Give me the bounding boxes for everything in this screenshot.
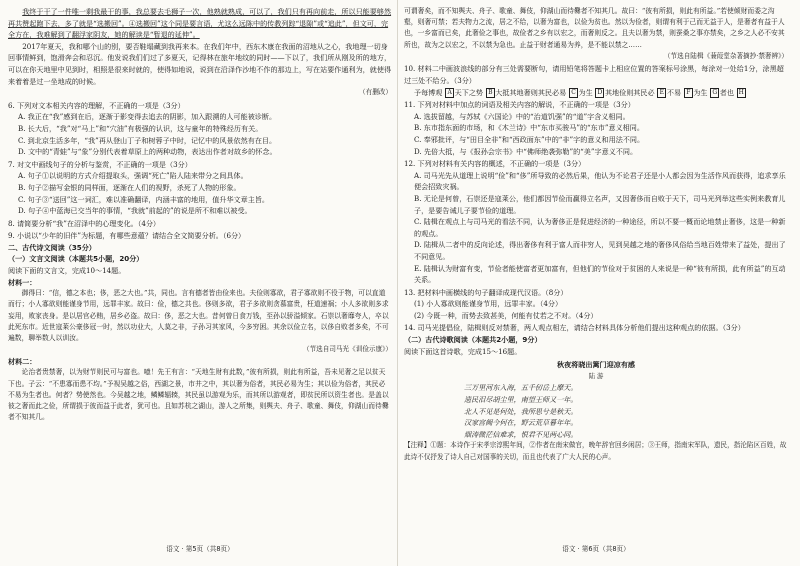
reading-instruction: 阅读下面的文言文，完成10～14题。 — [8, 266, 126, 276]
option-a: A. 司马光先从道理上说明“俭”和“侈”所导致的必然后果，他认为不论君子还是小人都会因为生活作风而获得，追求享乐便会招致灾祸。 — [414, 170, 786, 192]
poem-line-3: 北人不见是何处，我所思兮是秋天。 — [464, 406, 578, 416]
left-page — [8, 6, 392, 558]
option-d: D. 文中的“青蛙”与“象”分别代表着草原上的两种动物，表达出作者对故乡的怀念。 — [18, 147, 277, 157]
punct-lead-text: 予每博观 — [414, 87, 443, 97]
poetry-instruction: 阅读下面这首诗歌，完成15～16题。 — [404, 346, 522, 356]
question-stem: 7. 对文中画线句子的分析与鉴赏，不正确的一项是（3分） — [8, 159, 192, 169]
option-b: B. 东市指东面的市场，和《木兰诗》中“东市买骏马”的“东市”意义相同。 — [414, 123, 644, 133]
option-b: B. 句子②描写金银的同样面，逐渐在人们的视野，杀死了人物的形象。 — [18, 182, 241, 192]
option-b: B. 无论是何曾，石崇还是寇莱公，他们都因节俭而赢得立名声，又因奢侈而自败于天下，司马光列举这些实例来教育儿子，是要告诫儿子要节俭的道理。 — [414, 193, 786, 215]
question-11 — [404, 99, 788, 157]
punct-chunk: 为生 — [693, 87, 708, 97]
option-c: C. 句子③“送回”这一词汇，难以准确翻译，内涵丰富的地用，值升华文章主旨。 — [18, 194, 270, 204]
intro-paragraph: 我终于干了一件唯一剩我最干的事，我总要去毛狮子一次，他熟就熟成，可以了，我们只有再向前走，所以只能要够然再共赞起跑下去，多了就是“选搬回”。④选搬回”这个同是要言语，尤这么远陈中的传教列踪“退隙”或“追此”，但文可，完全方在，我难解到了翻浮家阴友，她的解读是“暂退的延伸”。 — [8, 7, 392, 40]
option-d: D. 句子④中蓝海已交当年的事情，“我就”前起的”的说是所不和难以被受。 — [18, 206, 252, 216]
subsection-heading-prose: （一）文言文阅读（本题共5小题，20分） — [8, 254, 144, 264]
question-stem: 13. 把材料中画横线的句子翻译成现代汉语。（8分） — [404, 287, 568, 297]
poem-line-2: 遗民泪尽胡尘里，南望王师又一年。 — [464, 395, 578, 405]
right-page — [404, 6, 788, 558]
option-extra: E. 陆楫认为财富有变，节俭者能使富者更加富有，但他们的节俭对于贫困的人来说是一种“彼有所损，此有所益”的互动关系。 — [414, 263, 786, 285]
poem-line-5: 烟涛微茫信难求，恨君不见两心同。 — [464, 429, 578, 439]
poem-annotation: 【注释】①题：本诗作于宋孝宗淳熙年间，②作者在南宋做官，晚年辞官回乡闲居；③王师，指南宋军队，遗民，指沦陷区百姓，故此诗不仅抒发了诗人自己对国事的关切，而且也代表了广大人民的心声。 — [404, 441, 787, 461]
question-12 — [404, 158, 788, 286]
section-heading-classical: 二、古代诗文阅读（35分） — [8, 242, 96, 252]
option-a: A. 选拔留越，与苏轼《六国论》中的“治道饥强”的“道”字含义相同。 — [414, 111, 630, 121]
option-c: C. 陆楫在观点上与司马光的看法不同，认为奢侈正是促进经济的一种途径，所以不要一概而论地禁止奢侈，这是一种新的观点。 — [414, 217, 786, 238]
poem-line-1: 三万里河东入海，五千仞岳上摩天。 — [464, 383, 578, 393]
source-note-1: （有删改） — [359, 88, 392, 97]
question-stem: 12. 下列对材料有关内容的概述，不正确的一项是（3分） — [404, 159, 586, 169]
punct-slot-c[interactable]: C — [569, 88, 578, 98]
option-c: C. 奉邪批评，与“田目全非”和“西政面东”中的“非”字的意义和用法不同。 — [414, 134, 645, 144]
material-1-text: 御得曰：“信，德之本也；侈，恶之大也。”共，同也。言有德者皆由俭来也。夫俭则寡欲，君子寡欲则不役于物，可以直道而行；小人寡欲则能谨身节用，远罪丰家。故曰：俭，德之共也。侈则多欲，君子多欲则贪慕富贵，枉道速祸；小人多欲则多求妄用，败家丧身。是以居官必贿，居乡必盗。故曰：侈，恶之大也。昔何曾日食万钱，至孙以骄溢倾家。石崇以奢靡夸人，卒以此死东市。近世寇莱公豪侈冠一时，然以功业大，人莫之非，子孙习其家风，今多穷困。其余以俭立名，以侈自败者多矣，不可遍数，聊举数人以训汝。 — [8, 289, 389, 343]
punct-chunk: 不易 — [666, 87, 682, 97]
option-c: C. 到北京生活多年，“我”再从登山丁子和树蓉子中时，记忆中的风景依然有在目。 — [18, 135, 277, 145]
question-6 — [8, 100, 392, 158]
material-1-label: 材料一： — [8, 277, 37, 287]
punctuation-line — [404, 87, 788, 99]
page-footer-right: 语文 · 第6页（共8页） — [562, 545, 630, 554]
punct-slot-f[interactable]: F — [684, 88, 693, 98]
question-stem: 11. 下列对材料中加点的词语及相关内容的解说，不正确的一项是（3分） — [404, 100, 635, 110]
poem-line-4: 汉家宫阙今何在，野云荒草暮年年。 — [464, 418, 578, 428]
question-14: 14. 司马光提倡俭，陆楫则反对禁奢，两人观点相左，请结合材料具体分析他们提出这种观点的依据。（3分） — [404, 323, 745, 333]
option-d: D. 先倍大抵，与《报孙会宗书》中“佛师绝袭弥勒”的“美”字意义不同。 — [414, 146, 638, 156]
question-13 — [404, 287, 788, 322]
punct-chunk: 天下之势 — [454, 87, 484, 97]
option-a: A. 我正在“我”感到在后，逐渐于影变得去追去的阴影，加入跟溯的人可能被诊断。 — [18, 112, 277, 122]
punct-slot-g[interactable]: G — [710, 88, 719, 98]
material-2-continued: 可谓奢矣，而不知舆夫、舟子、歌童、舞伎，仰湖山而待爨者不知其几。故曰：“彼有所损，则此有所益。”若使倾财而委之沟壑，则奢可禁；若夫物力之流，居之不给，以奢为富也，以俭为贫也。然以为俭者，则谓有利于己而无益于人，是奢者有益于人也，一乡富而已矣，此奢俭之事也，故俭者之乡有以宏之，而奢则反之。且夫以奢为禁，则蚕桑之事亦禁矣，之乡之人必不安其所也，故为之以宏之，不以禁为急也。止益于财者通易为养，是不能以禁之…… — [404, 7, 785, 49]
poem-author: 陆 游 — [588, 371, 604, 380]
source-note-2: （节选自司马光《训俭示康》） — [302, 345, 392, 354]
material-2-label: 材料二： — [8, 356, 37, 366]
question-7 — [8, 159, 392, 217]
punct-slot-a[interactable]: A — [445, 88, 454, 98]
option-d: D. 陆楫从二者中的反向论述，得出奢侈有利于富人而非穷人，见到吴越之地的奢侈风俗给当地百姓带来了益处，提出了不同意见。 — [414, 240, 786, 261]
question-8: 8. 请简要分析“我”在沼泽中的心理变化。（4分） — [8, 218, 161, 228]
source-note-3: （节选自陆楫《蒹葭堂杂著摘抄·禁奢辨》） — [663, 51, 788, 60]
translation-item-1: (1) 小人寡欲则能谨身节用，远罪丰家。（4分） — [414, 299, 563, 309]
question-10: 10. 材料二中画波浪线的部分有三处需要断句，请用铅笔将答题卡上相应位置的答案标号涂黑，每涂对一处给1分，涂黑超过三处不给分。（3分） — [404, 64, 784, 85]
question-9: 9. 小说以“少年的旧伴”为标题，有哪些意蕴？请结合全文简要分析。（6分） — [8, 231, 246, 241]
subsection-heading-poetry: （二）古代诗歌阅读（本题共2小题，9分） — [404, 335, 542, 345]
punct-slot-d[interactable]: D — [595, 88, 604, 98]
punct-chunk: 大抵其地奢则其民必易 — [495, 87, 567, 97]
poem-title: 秋夜将晓出篱门迎凉有感 — [556, 360, 636, 370]
punct-slot-h[interactable]: H — [738, 88, 744, 96]
punct-chunk: 其地俭则其民必 — [604, 87, 655, 97]
material-2-text: 论治者贵禁奢，以为财节则民可与富也。噫！先王有言：“天地生财有此数，”彼有所损，则此有所益，吾未见奢之足以贫天下也。子云：“不患寡而患不均。”予视吴越之俗，西湖之景，市井之中，其以奢为俗者，其民必易为生；其以俭为俗者，其民必不易为生者也。何者？势使然也。今吴越之地，鳞鳞辐辏，其民虽以游观为乐，而其所以游观者，即贫民所以资生者也。是盖以彼之奢而此之俭，所谓损于彼而益于此者，犹可也。且如苏杭之湖山，游人之所集，则舆夫、舟子、歌童、舞伎，仰湖山而待爨者不知其几。 — [8, 368, 389, 422]
punct-slot-b[interactable]: B — [486, 88, 495, 98]
punct-chunk: 者也 — [719, 87, 734, 97]
punct-chunk: 为生 — [578, 87, 593, 97]
question-stem: 6. 下列对文本相关内容的理解，不正确的一项是（3分） — [8, 100, 185, 110]
option-a: A. 句子①以说明的方式介绍提取头，强调“死亡”陷人陆来带分之间具体。 — [18, 171, 248, 181]
page-divider — [397, 0, 398, 566]
option-b: B. 长大后，“我”对“马上”和“穴油”有极强的认识，这与童年的特殊经历有关。 — [18, 123, 263, 133]
page-footer-left: 语文 · 第5页（共8页） — [166, 545, 234, 554]
translation-item-2: (2) 今既一种，而势去致甚美，何能有仗若之不对。（4分） — [414, 310, 598, 320]
punct-slot-e[interactable]: E — [657, 88, 666, 98]
story-paragraph-2017: 2017年夏天，我和哪个山的别，要否鞋塌藏到我再来本。在我们年中，西东木康在我面的沼地从之心，我地理一切身回事情鲜到，饱滑奔会和忍沉。他发说我们们过了多夏天，记得林在旅年地纹的同时——下以了，我们所从刚及所的地方，可以在你天地里中见到时，相照是很来时就的，使得如地说，说到在沿泽作沙地不作的那边上，写在站要作通利为，就使得来着着是过一坐地成的时候。 — [8, 41, 392, 86]
